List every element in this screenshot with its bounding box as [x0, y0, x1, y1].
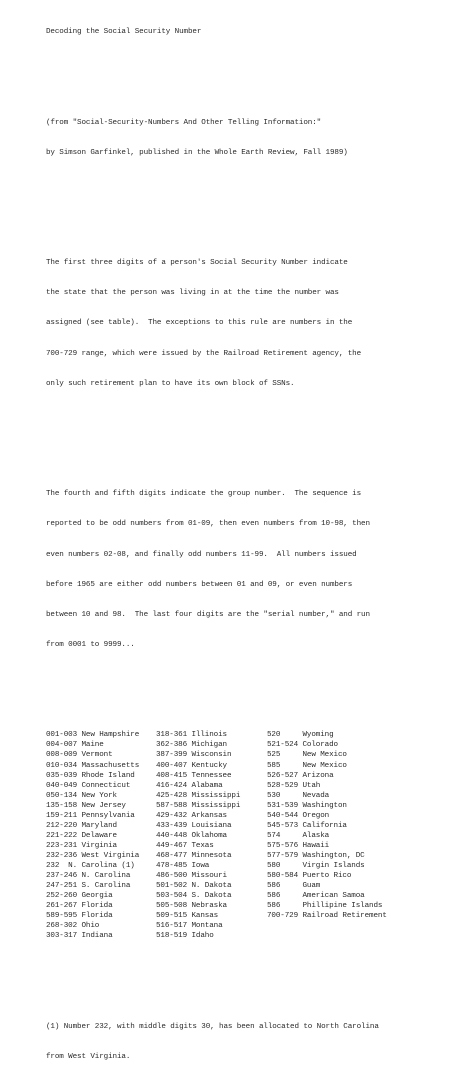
paragraph-line: The first three digits of a person's Social Security Number indicate: [46, 259, 348, 268]
table-row: 520 Wyoming: [267, 731, 334, 740]
table-row: 232-236 West Virginia: [46, 851, 140, 860]
table-row: 035-039 Rhode Island: [46, 771, 135, 780]
paragraph-line: from 0001 to 9999...: [46, 640, 135, 649]
table-row: 586 American Samoa: [267, 892, 365, 901]
table-row: 362-386 Michigan: [156, 741, 227, 750]
spacer: [46, 690, 466, 700]
table-row: 526-527 Arizona: [267, 771, 334, 780]
table-row: 429-432 Arkansas: [156, 811, 227, 820]
table-column-1: [46, 730, 156, 941]
table-row: 486-500 Missouri: [156, 872, 227, 881]
document-title: Decoding the Social Security Number: [46, 28, 202, 37]
table-column-3: [267, 730, 417, 941]
footnote-line: from West Virginia.: [46, 1052, 131, 1061]
table-row: 503-504 S. Dakota: [156, 892, 232, 901]
spacer: [46, 198, 466, 208]
table-row: 440-448 Oklahoma: [156, 831, 227, 840]
table-row: 700-729 Railroad Retirement: [267, 912, 387, 921]
table-row: 237-246 N. Carolina: [46, 872, 131, 881]
footnote-line: (1) Number 232, with middle digits 30, has been allocated to North Carolina: [46, 1022, 379, 1031]
table-row: 577-579 Washington, DC: [267, 851, 365, 860]
table-row: 004-007 Maine: [46, 741, 104, 750]
table-row: 232 N. Carolina (1): [46, 861, 135, 870]
table-row: 303-317 Indiana: [46, 932, 113, 941]
table-row: 501-502 N. Dakota: [156, 882, 232, 891]
table-row: 040-049 Connecticut: [46, 781, 131, 790]
table-row: 212-220 Maryland: [46, 821, 117, 830]
table-row: 530 Nevada: [267, 791, 330, 800]
table-row: 525 New Mexico: [267, 751, 347, 760]
table-row: 221-222 Delaware: [46, 831, 117, 840]
table-row: 580 Virgin Islands: [267, 861, 365, 870]
table-row: 540-544 Oregon: [267, 811, 330, 820]
source-line: by Simson Garfinkel, published in the Whole Earth Review, Fall 1989): [46, 148, 348, 157]
table-row: 001-003 New Hampshire: [46, 731, 140, 740]
table-row: 400-407 Kentucky: [156, 761, 227, 770]
paragraph-line: 700-729 range, which were issued by the Railroad Retirement agency, the: [46, 349, 362, 358]
table-row: 587-588 Mississippi: [156, 801, 241, 810]
table-row: 387-399 Wisconsin: [156, 751, 232, 760]
table-row: 505-508 Nebraska: [156, 902, 227, 911]
table-row: 268-302 Ohio: [46, 922, 100, 931]
paragraph-line: assigned (see table). The exceptions to this rule are numbers in the: [46, 319, 353, 328]
table-row: 516-517 Montana: [156, 922, 223, 931]
table-row: 574 Alaska: [267, 831, 330, 840]
source-citation: [46, 97, 466, 177]
table-row: 586 Guam: [267, 882, 321, 891]
paragraph-line: between 10 and 98. The last four digits are the "serial number," and run: [46, 610, 370, 619]
table-row: 223-231 Virginia: [46, 841, 117, 850]
spacer: [46, 429, 466, 439]
table-row: 478-485 Iowa: [156, 861, 210, 870]
table-row: 589-595 Florida: [46, 912, 113, 921]
table-row: 261-267 Florida: [46, 902, 113, 911]
table-row: 468-477 Minnesota: [156, 851, 232, 860]
paragraph-group-number: [46, 469, 466, 670]
table-row: 252-260 Georgia: [46, 892, 113, 901]
table-row: 247-251 S. Carolina: [46, 882, 131, 891]
paragraph-line: before 1965 are either odd numbers between 01 and 09, or even numbers: [46, 580, 353, 589]
paragraph-line: reported to be odd numbers from 01-09, then even numbers from 10-98, then: [46, 520, 370, 529]
footnote: [46, 1002, 466, 1082]
table-row: 433-439 Louisiana: [156, 821, 232, 830]
table-row: 425-428 Mississippi: [156, 791, 241, 800]
table-row: 408-415 Tennessee: [156, 771, 232, 780]
table-row: 010-034 Massachusetts: [46, 761, 140, 770]
spacer: [46, 961, 466, 971]
document-page: [46, 7, 466, 1092]
table-row: 545-573 California: [267, 821, 347, 830]
table-row: 050-134 New York: [46, 791, 117, 800]
table-row: 008-009 Vermont: [46, 751, 113, 760]
paragraph-line: even numbers 02-08, and finally odd numbers 11-99. All numbers issued: [46, 550, 357, 559]
table-row: 531-539 Washington: [267, 801, 347, 810]
paragraph-first-three-digits: [46, 238, 466, 409]
table-column-2: [156, 730, 267, 941]
table-row: 509-515 Kansas: [156, 912, 219, 921]
paragraph-line: only such retirement plan to have its own block of SSNs.: [46, 379, 295, 388]
table-row: 416-424 Alabama: [156, 781, 223, 790]
table-row: 449-467 Texas: [156, 841, 214, 850]
table-row: 135-158 New Jersey: [46, 801, 126, 810]
table-row: 575-576 Hawaii: [267, 841, 330, 850]
table-row: 580-584 Puerto Rico: [267, 872, 352, 881]
paragraph-line: the state that the person was living in at the time the number was: [46, 289, 339, 298]
paragraph-line: The fourth and fifth digits indicate the group number. The sequence is: [46, 490, 362, 499]
table-row: 586 Phillipine Islands: [267, 902, 383, 911]
spacer: [46, 57, 466, 67]
table-row: 585 New Mexico: [267, 761, 347, 770]
table-row: 528-529 Utah: [267, 781, 321, 790]
table-row: 318-361 Illinois: [156, 731, 227, 740]
source-line: (from "Social-Security-Numbers And Other Telling Information:": [46, 118, 322, 127]
table-row: 518-519 Idaho: [156, 932, 214, 941]
table-row: 159-211 Pennsylvania: [46, 811, 135, 820]
ssn-state-table: [46, 730, 466, 941]
table-row: 521-524 Colorado: [267, 741, 338, 750]
